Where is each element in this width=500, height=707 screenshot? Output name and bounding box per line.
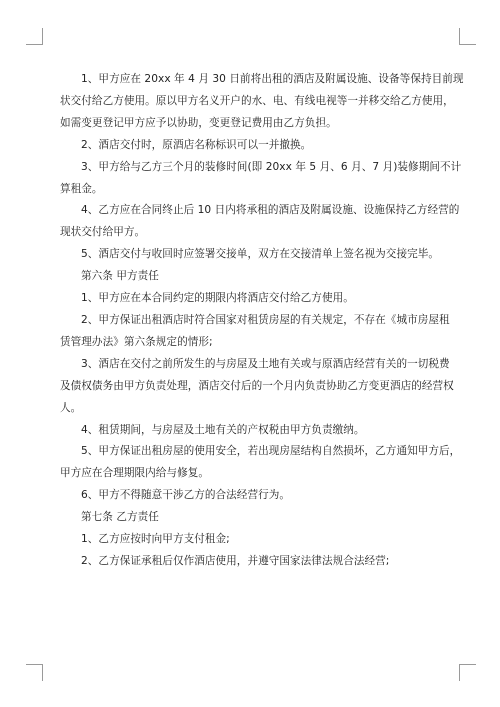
paragraph (60, 69, 464, 135)
paragraph (60, 441, 461, 485)
text-line: 现状交付给甲方。 (60, 226, 146, 239)
text-line: 3、酒店在交付之前所发生的与房屋及土地有关或与原酒店经营有关的一切税费 (81, 357, 450, 370)
text-line: 第六条 甲方责任 (81, 270, 159, 283)
text-line: 1、乙方应按时向甲方支付租金; (81, 533, 230, 546)
text-line: 2、酒店交付时，原酒店名称标识可以一并撤换。 (81, 138, 312, 151)
text-line: 赁管理办法》第六条规定的情形; (60, 335, 213, 348)
text-line: 6、甲方不得随意干涉乙方的合法经营行为。 (81, 489, 291, 502)
text-line: 第七条 乙方责任 (81, 511, 159, 524)
text-line: 5、酒店交付与收回时应签署交接单，双方在交接清单上签名视为交接完毕。 (81, 248, 440, 261)
paragraph (60, 200, 460, 244)
crop-mark-top-right (459, 28, 476, 45)
text-line: 4、乙方应在合同终止后 10 日内将承租的酒店及附属设施、设施保持乙方经营的 (81, 204, 460, 217)
paragraph (60, 551, 440, 573)
paragraph (60, 485, 440, 507)
text-line: 人。 (60, 401, 82, 414)
document-body (60, 69, 464, 573)
paragraph (60, 420, 440, 442)
paragraph (60, 529, 440, 551)
text-line: 如需变更登记甲方应予以协助，变更登记费用由乙方负担。 (60, 116, 337, 129)
section-heading (60, 507, 440, 529)
text-line: 状交付给乙方使用。原以甲方名义开户的水、电、有线电视等一并移交给乙方使用， (60, 94, 454, 107)
crop-mark-bottom-left (26, 664, 43, 681)
text-line: 3、甲方给与乙方三个月的装修时间(即 20xx 年 5 月、6 月、7 月)装修期间不计 (81, 160, 462, 173)
paragraph (60, 244, 440, 266)
text-line: 及债权债务由甲方负责处理，酒店交付后的一个月内负责协助乙方变更酒店的经营权 (60, 379, 454, 392)
paragraph (60, 157, 462, 201)
text-line: 1、甲方应在本合同约定的期限内将酒店交付给乙方使用。 (81, 292, 354, 305)
text-line: 1、甲方应在 20xx 年 4 月 30 日前将出租的酒店及附属设施、设备等保持目前现 (81, 73, 464, 85)
crop-mark-bottom-right (459, 664, 476, 681)
text-line: 甲方应在合理期限内给与修复。 (60, 467, 210, 480)
text-line: 4、租赁期间，与房屋及土地有关的产权税由甲方负责缴纳。 (81, 423, 365, 436)
paragraph (60, 288, 440, 310)
text-line: 5、甲方保证出租房屋的使用安全，若出现房屋结构自然损坏，乙方通知甲方后， (81, 445, 461, 458)
paragraph (60, 135, 440, 157)
text-line: 2、乙方保证承租后仅作酒店使用，并遵守国家法律法规合法经营; (81, 554, 390, 567)
text-line: 2、甲方保证出租酒店时符合国家对租赁房屋的有关规定，不存在《城市房屋租 (81, 313, 450, 326)
text-line: 算租金。 (60, 182, 103, 195)
paragraph (60, 354, 454, 420)
crop-mark-top-left (26, 28, 43, 45)
paragraph (60, 310, 450, 354)
section-heading (60, 266, 440, 288)
